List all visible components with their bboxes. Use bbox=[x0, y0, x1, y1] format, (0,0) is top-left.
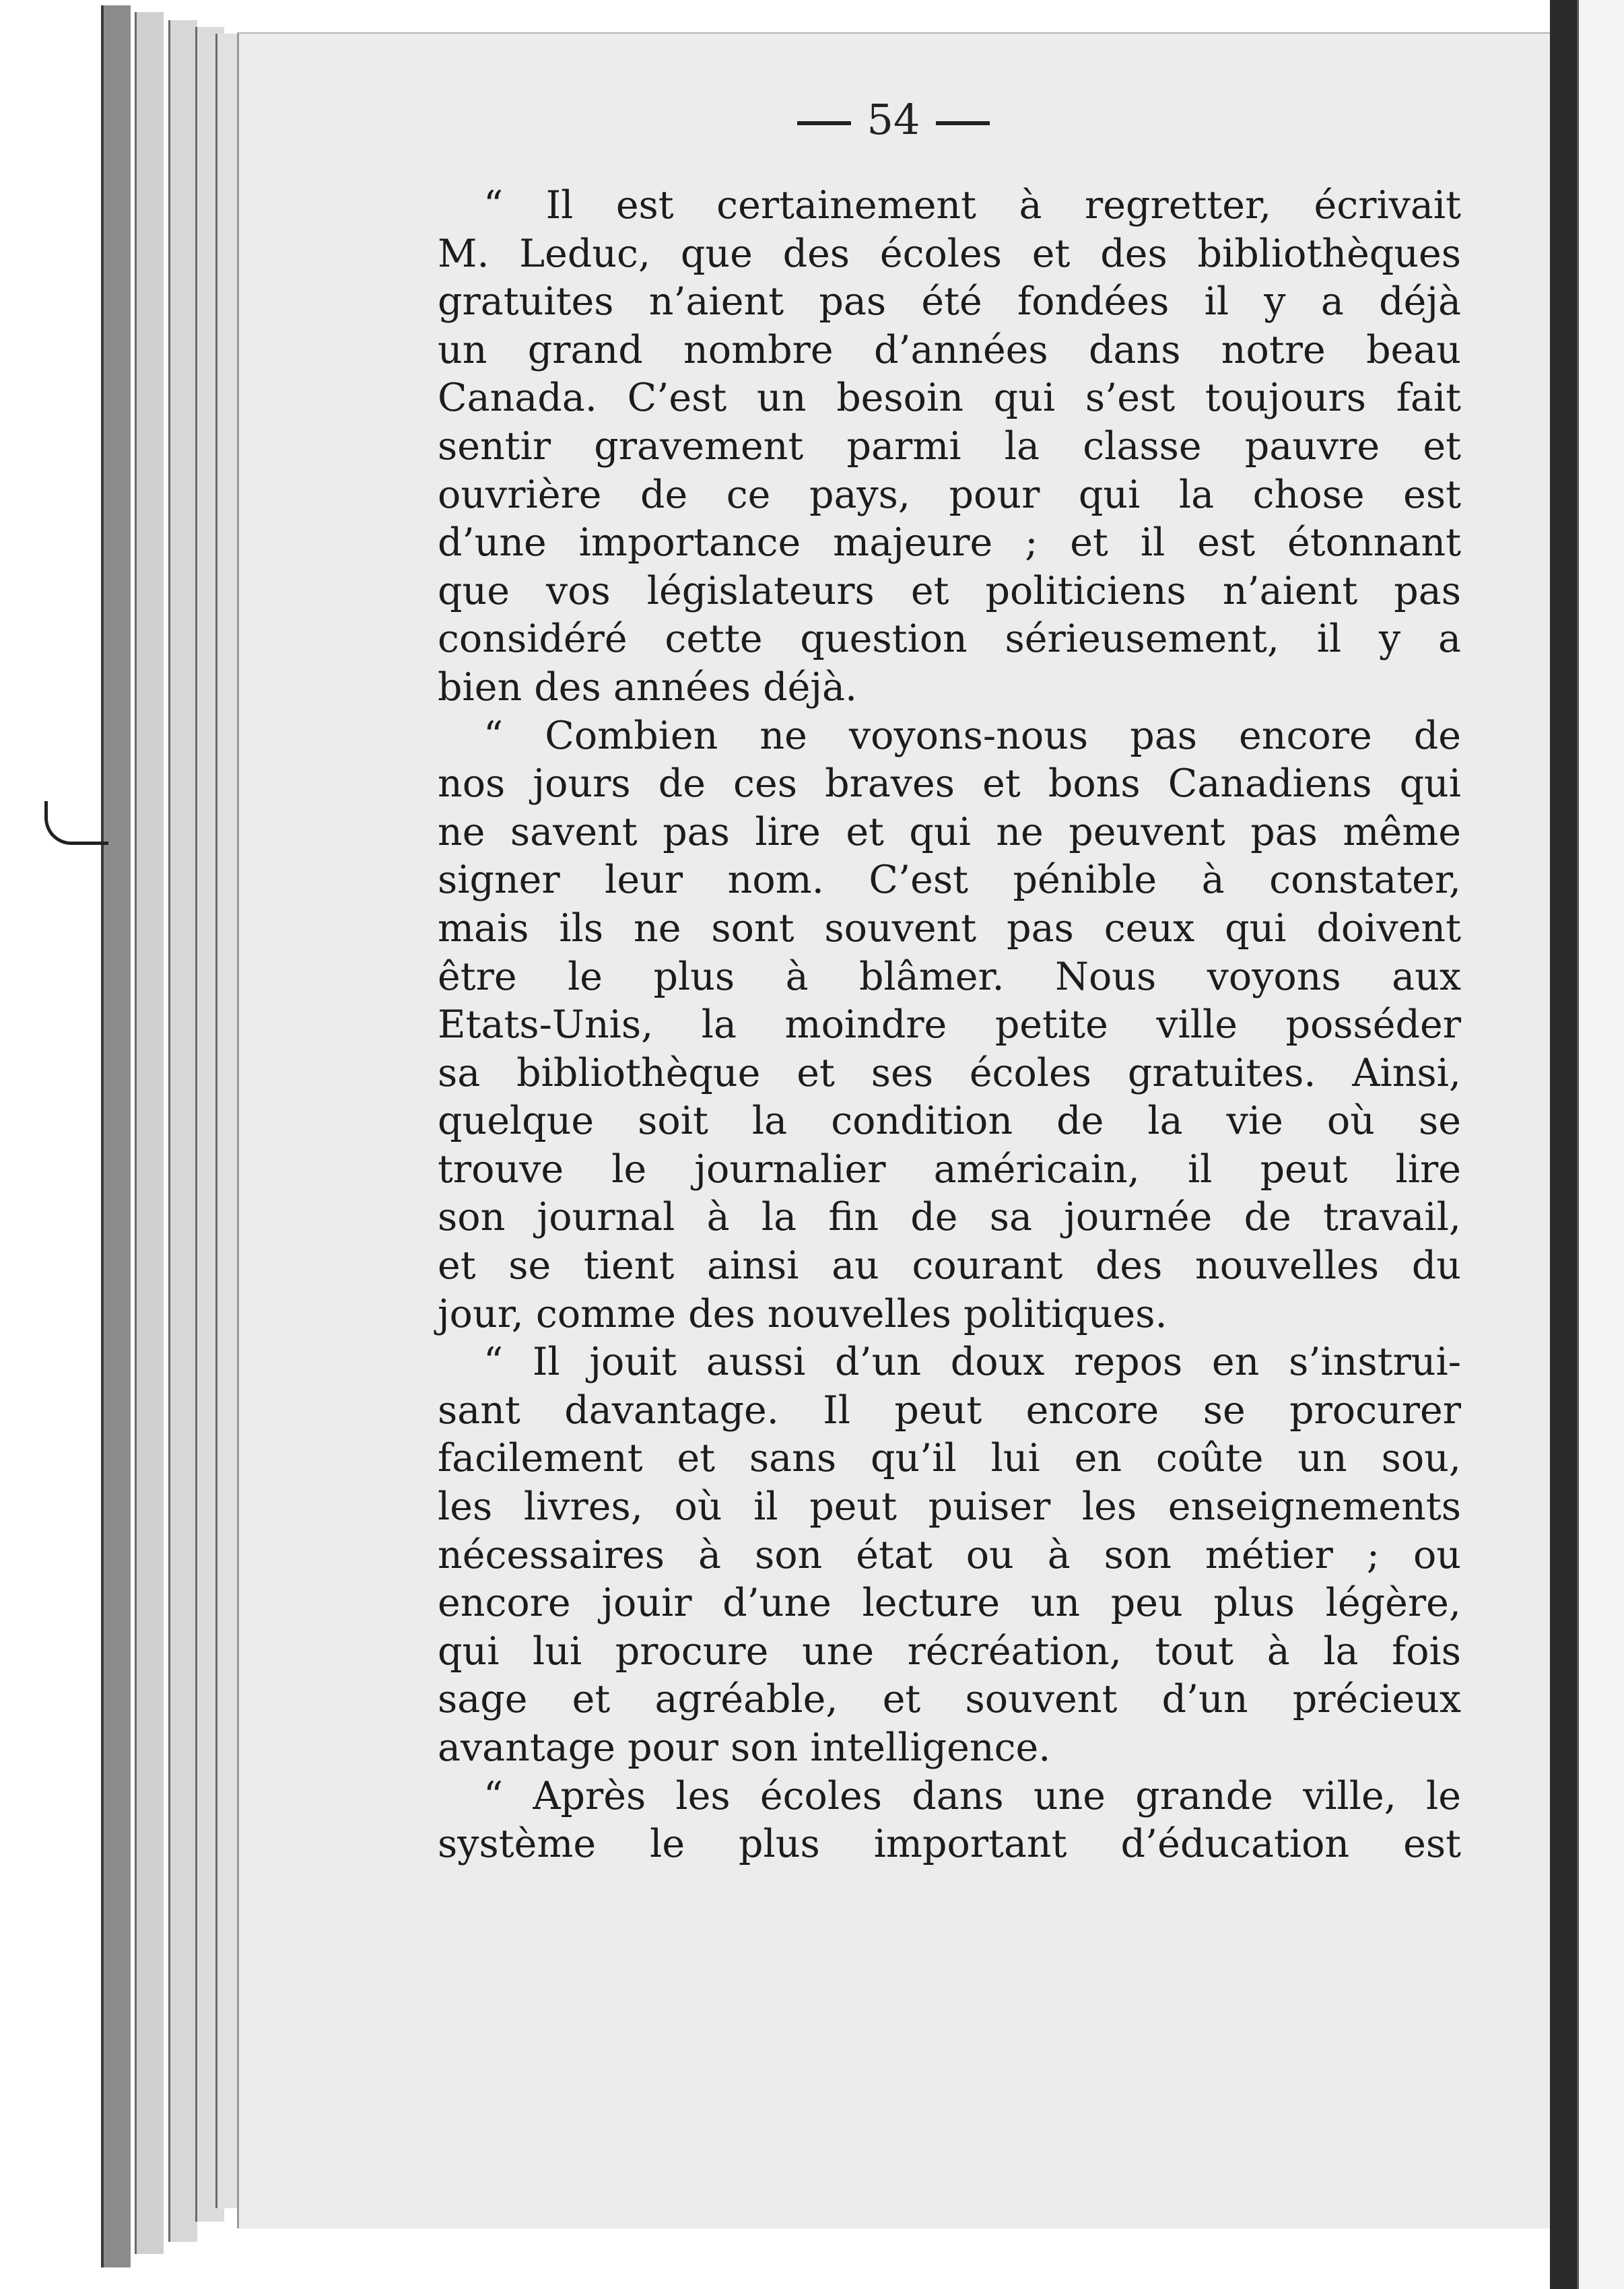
text-line: sentir gravement parmi la classe pauvre et bbox=[438, 423, 1461, 469]
text-line: système le plus important d’éducation est bbox=[438, 1822, 1461, 1867]
text-line: “ Combien ne voyons-nous pas encore de bbox=[483, 713, 1461, 758]
text-line: nos jours de ces braves et bons Canadiens qui bbox=[438, 761, 1461, 807]
text-line: d’une importance majeure ; et il est étonnant bbox=[438, 520, 1461, 566]
page-edge bbox=[101, 5, 131, 2267]
page-edge bbox=[168, 20, 197, 2242]
text-line: sant davantage. Il peut encore se procurer bbox=[438, 1388, 1461, 1433]
book-gutter bbox=[1550, 0, 1577, 2289]
text-line: sage et agréable, et souvent d’un précieux bbox=[438, 1677, 1461, 1722]
page-number: 54 bbox=[867, 95, 920, 144]
text-line: ne savent pas lire et qui ne peuvent pas même bbox=[438, 809, 1461, 854]
text-line: ouvrière de ce pays, pour qui la chose est bbox=[438, 472, 1461, 517]
margin-mark bbox=[44, 801, 108, 845]
text-line: les livres, où il peut puiser les enseignements bbox=[438, 1484, 1461, 1530]
text-line: et se tient ainsi au courant des nouvelles du bbox=[438, 1243, 1461, 1289]
page-header bbox=[237, 86, 1550, 153]
text-line: “ Après les écoles dans une grande ville, le bbox=[483, 1773, 1461, 1818]
text-line: Canada. C’est un besoin qui s’est toujours fait bbox=[438, 376, 1461, 421]
text-line: trouve le journalier américain, il peut lire bbox=[438, 1147, 1461, 1192]
text-line: nécessaires à son état ou à son métier ; ou bbox=[438, 1532, 1461, 1577]
body-text bbox=[438, 182, 1461, 1869]
text-line: bien des années déjà. bbox=[438, 664, 858, 710]
paragraph bbox=[438, 1773, 1461, 1869]
paragraph bbox=[438, 182, 1461, 712]
text-line: M. Leduc, que des écoles et des bibliothèques bbox=[438, 231, 1461, 276]
text-line: être le plus à blâmer. Nous voyons aux bbox=[438, 954, 1461, 999]
text-line: qui lui procure une récréation, tout à la fois bbox=[438, 1629, 1461, 1674]
header-dash-right bbox=[936, 121, 990, 125]
text-line: encore jouir d’une lecture un peu plus légère, bbox=[438, 1581, 1461, 1626]
text-line: un grand nombre d’années dans notre beau bbox=[438, 327, 1461, 372]
text-line: avantage pour son intelligence. bbox=[438, 1726, 1051, 1770]
page-edge bbox=[135, 12, 164, 2254]
text-line: “ Il jouit aussi d’un doux repos en s’instrui- bbox=[483, 1340, 1461, 1385]
paragraph bbox=[438, 1338, 1461, 1772]
text-line: mais ils ne sont souvent pas ceux qui doivent bbox=[438, 906, 1461, 951]
text-line: gratuites n’aient pas été fondées il y a déjà bbox=[438, 279, 1461, 324]
text-line: que vos législateurs et politiciens n’aient pas bbox=[438, 568, 1461, 613]
text-line: son journal à la fin de sa journée de travail, bbox=[438, 1195, 1461, 1240]
text-line: facilement et sans qu’il lui en coûte un sou, bbox=[438, 1436, 1461, 1481]
text-line: considéré cette question sérieusement, il y a bbox=[438, 617, 1461, 662]
header-dash-left bbox=[797, 121, 851, 125]
text-line: “ Il est certainement à regretter, écrivait bbox=[483, 183, 1461, 228]
text-line: Etats-Unis, la moindre petite ville posséder bbox=[438, 1002, 1461, 1048]
text-line: quelque soit la condition de la vie où se bbox=[438, 1099, 1461, 1144]
text-line: jour, comme des nouvelles politiques. bbox=[438, 1291, 1168, 1336]
text-line: signer leur nom. C’est pénible à constater, bbox=[438, 858, 1461, 903]
text-line: sa bibliothèque et ses écoles gratuites. Ainsi, bbox=[438, 1050, 1461, 1095]
paragraph bbox=[438, 712, 1461, 1339]
facing-page-edge bbox=[1577, 0, 1624, 2289]
